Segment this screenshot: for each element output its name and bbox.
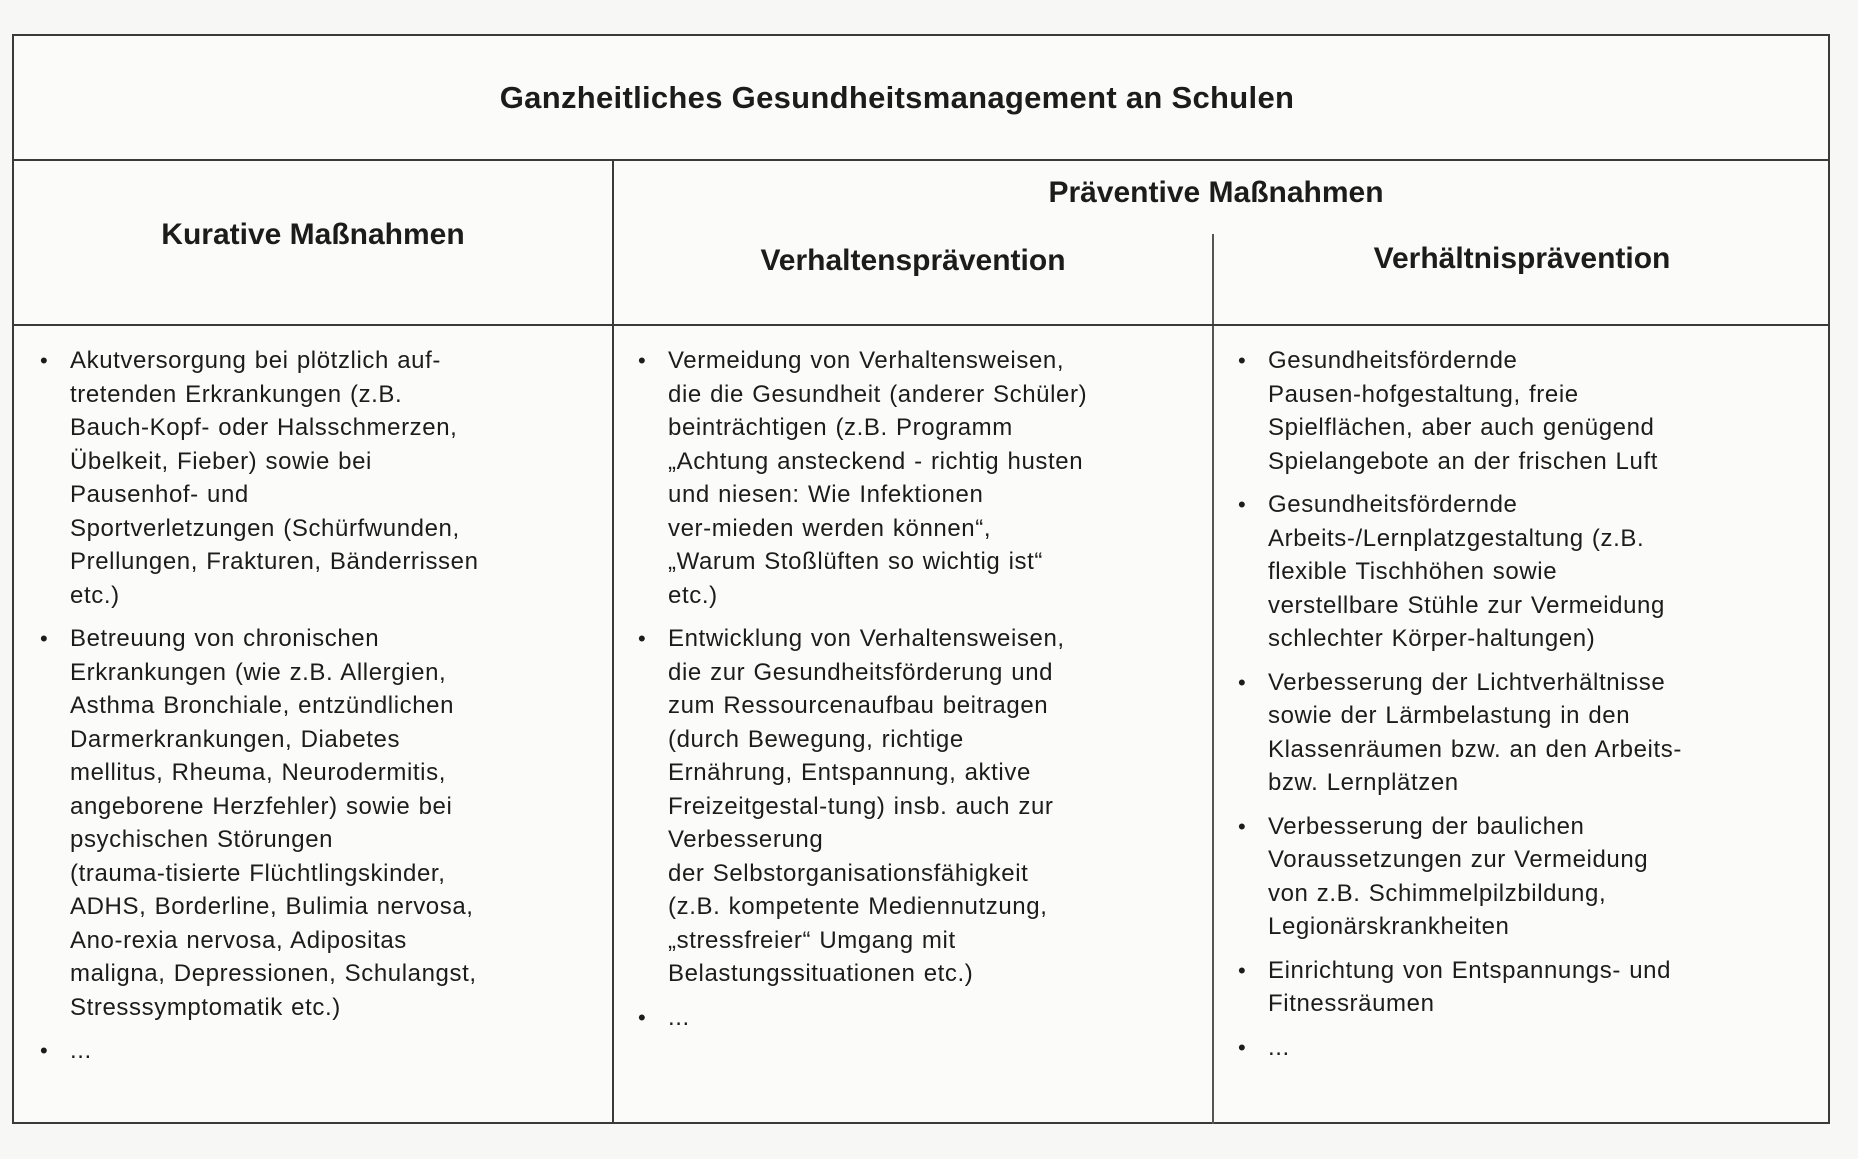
list-item: • Entwicklung von Verhaltensweisen, die zur Gesundheitsförderung und zum Ressourcenaufbau beitragen (durch Bewegung, richtige Ernährung, Entspannung, aktive Freizeitgestal-tung) insb. auch zur Verbesserung der Selbstorganisationsfähigkeit (z.B. kompetente Mediennutzung, „stressfreier“ Umgang mit Belastungssituationen etc.)	[636, 622, 1208, 991]
column-verhaeltnispraevention	[1236, 344, 1826, 1074]
document-table	[12, 34, 1830, 1124]
bullet-icon: •	[638, 348, 647, 373]
bullet-icon: •	[40, 626, 49, 651]
column-kurative	[38, 344, 606, 1078]
bullet-icon: •	[1238, 1034, 1247, 1060]
list-item: • Verbesserung der Lichtverhältnisse sowie der Lärmbelastung in den Klassenräumen bzw. an den Arbeits- bzw. Lernplätzen	[1236, 666, 1826, 800]
list-item: • Gesundheitsfördernde Pausen-hofgestaltung, freie Spielflächen, aber auch genügend Spielangebote an der frischen Luft	[1236, 344, 1826, 478]
list-item: • ...	[1236, 1031, 1826, 1065]
header-kurative: Kurative Maßnahmen	[161, 218, 465, 251]
list-item: • Betreuung von chronischen Erkrankungen (wie z.B. Allergien, Asthma Bronchiale, entzündlichen Darmerkrankungen, Diabetes mellitus, Rheuma, Neurodermitis, angeborene Herzfehler) sowie bei psychischen Störungen (trauma-tisierte Flüchtlingskinder, ADHS, Borderline, Bulimia nervosa, Ano-rexia nervosa, Adipositas maligna, Depressionen, Schulangst, Stresssymptomatik etc.)	[38, 622, 606, 1024]
bullet-icon: •	[638, 626, 647, 651]
page-title: Ganzheitliches Gesundheitsmanagement an Schulen	[499, 79, 1295, 115]
bullet-icon: •	[1238, 813, 1247, 839]
bullet-icon: •	[1238, 348, 1247, 373]
column-verhaltenspraevention	[636, 344, 1208, 1044]
bullet-icon: •	[1238, 957, 1247, 983]
title-row	[14, 36, 1828, 161]
bullet-icon: •	[1238, 492, 1247, 517]
header-verhaeltnispraevention: Verhältnisprävention	[1373, 242, 1671, 275]
list-item: • ...	[38, 1034, 606, 1068]
list-item: • ...	[636, 1001, 1208, 1035]
list-item: • Akutversorgung bei plötzlich auf- tretenden Erkrankungen (z.B. Bauch-Kopf- oder Halsschmerzen, Übelkeit, Fieber) sowie bei Pausenhof- und Sportverletzungen (Schürfwunden, Prellungen, Frakturen, Bänderrissen etc.)	[38, 344, 606, 612]
list-item: • Gesundheitsfördernde Arbeits-/Lernplatzgestaltung (z.B. flexible Tischhöhen sowie verstellbare Stühle zur Vermeidung schlechter Körper-haltungen)	[1236, 488, 1826, 656]
bullet-icon: •	[1238, 669, 1247, 695]
column-divider-1	[612, 161, 614, 1124]
header-verhaltenspraevention: Verhaltensprävention	[760, 244, 1066, 277]
list-verhaltenspraevention	[636, 344, 1208, 1034]
bullet-icon: •	[40, 348, 49, 373]
list-item: • Vermeidung von Verhaltensweisen, die die Gesundheit (anderer Schüler) beinträchtigen (z.B. Programm „Achtung ansteckend - richtig husten und niesen: Wie Infektionen ver-mieden werden können“, „Warum Stoßlüften so wichtig ist“ etc.)	[636, 344, 1208, 612]
bullet-icon: •	[40, 1038, 49, 1063]
header-divider	[14, 324, 1828, 326]
list-verhaeltnispraevention	[1236, 344, 1826, 1064]
header-praeventive: Präventive Maßnahmen	[1048, 176, 1384, 209]
list-item: • Einrichtung von Entspannungs- und Fitnessräumen	[1236, 954, 1826, 1021]
bullet-icon: •	[638, 1004, 647, 1030]
column-divider-2	[1212, 234, 1214, 1124]
list-item: • Verbesserung der baulichen Voraussetzungen zur Vermeidung von z.B. Schimmelpilzbildung, Legionärskrankheiten	[1236, 810, 1826, 944]
list-kurative	[38, 344, 606, 1068]
